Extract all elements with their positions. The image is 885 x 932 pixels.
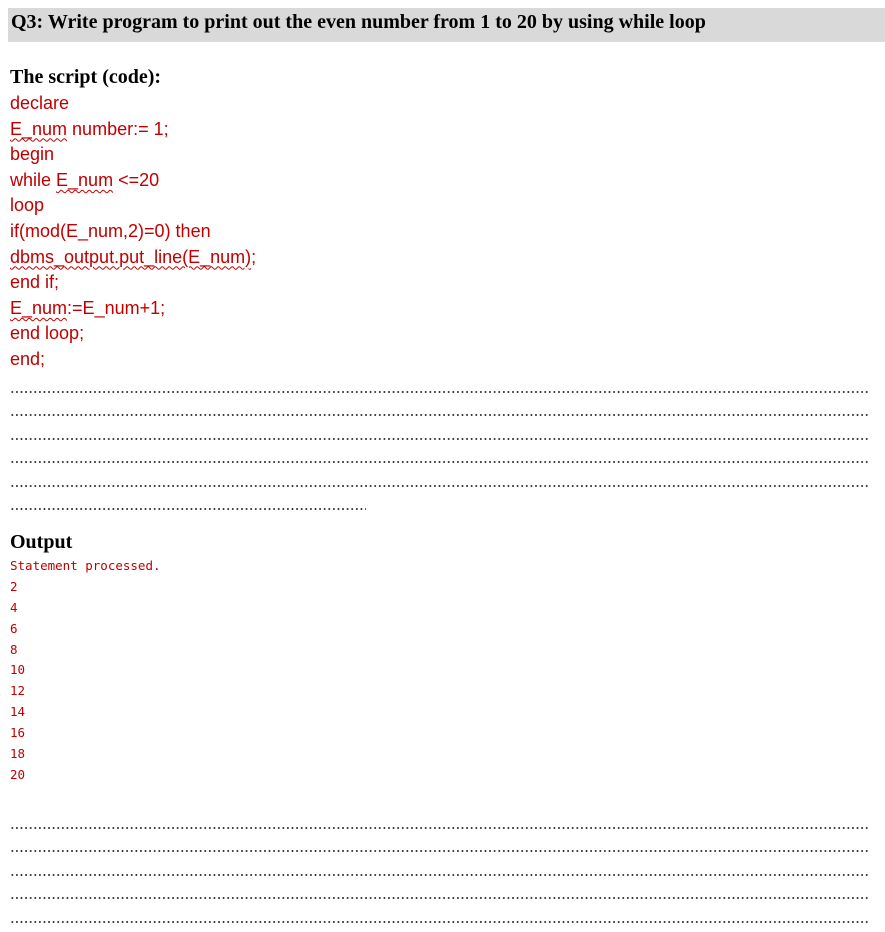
dotted-line bbox=[10, 881, 870, 905]
answer-dotted-lines bbox=[10, 374, 870, 515]
output-line: 18 bbox=[10, 746, 26, 762]
code-line: declare bbox=[10, 93, 70, 113]
script-heading: The script (code): bbox=[10, 66, 162, 88]
dotted-line bbox=[10, 445, 870, 469]
dotted-line bbox=[10, 904, 870, 928]
spellcheck-word: E_num bbox=[10, 118, 68, 139]
code-line: if(mod(E_num,2)=0) then bbox=[10, 220, 211, 241]
dotted-line bbox=[10, 810, 870, 834]
output-line: 14 bbox=[10, 704, 26, 720]
dotted-line bbox=[10, 857, 870, 881]
spellcheck-word: dbms_output.put_line(E_num) bbox=[10, 246, 252, 267]
output-line: 10 bbox=[10, 662, 26, 678]
output-line: 8 bbox=[10, 641, 18, 657]
code-line: while E_num <=20 bbox=[10, 169, 160, 190]
spellcheck-word: E_num bbox=[56, 169, 114, 190]
output-line: 20 bbox=[10, 766, 26, 782]
output-line: 4 bbox=[10, 599, 18, 615]
code-line: E_num number:= 1; bbox=[10, 118, 169, 139]
dotted-line bbox=[10, 492, 366, 516]
code-block bbox=[10, 91, 256, 373]
output-heading: Output bbox=[10, 531, 73, 553]
dotted-line bbox=[10, 834, 870, 858]
code-line: end loop; bbox=[10, 323, 85, 344]
spellcheck-word: E_num bbox=[10, 297, 68, 318]
output-dotted-lines bbox=[10, 810, 870, 928]
question-title: Q3: Write program to print out the even number from 1 to 20 by using while loop bbox=[11, 11, 706, 33]
output-line: Statement processed. bbox=[10, 558, 161, 573]
code-line: end if; bbox=[10, 272, 60, 293]
dotted-line bbox=[10, 468, 870, 492]
dotted-line bbox=[10, 374, 870, 398]
code-line: loop bbox=[10, 195, 45, 216]
output-line: 6 bbox=[10, 620, 18, 636]
code-line: E_num:=E_num+1; bbox=[10, 297, 166, 318]
dotted-line bbox=[10, 421, 870, 445]
output-line: 12 bbox=[10, 683, 26, 699]
output-line: 2 bbox=[10, 578, 18, 594]
output-block bbox=[10, 556, 161, 786]
code-line: begin bbox=[10, 144, 55, 165]
output-line: 16 bbox=[10, 725, 26, 741]
code-line: end; bbox=[10, 348, 46, 369]
question-bar bbox=[8, 8, 885, 42]
code-line: dbms_output.put_line(E_num); bbox=[10, 246, 257, 267]
dotted-line bbox=[10, 398, 870, 422]
